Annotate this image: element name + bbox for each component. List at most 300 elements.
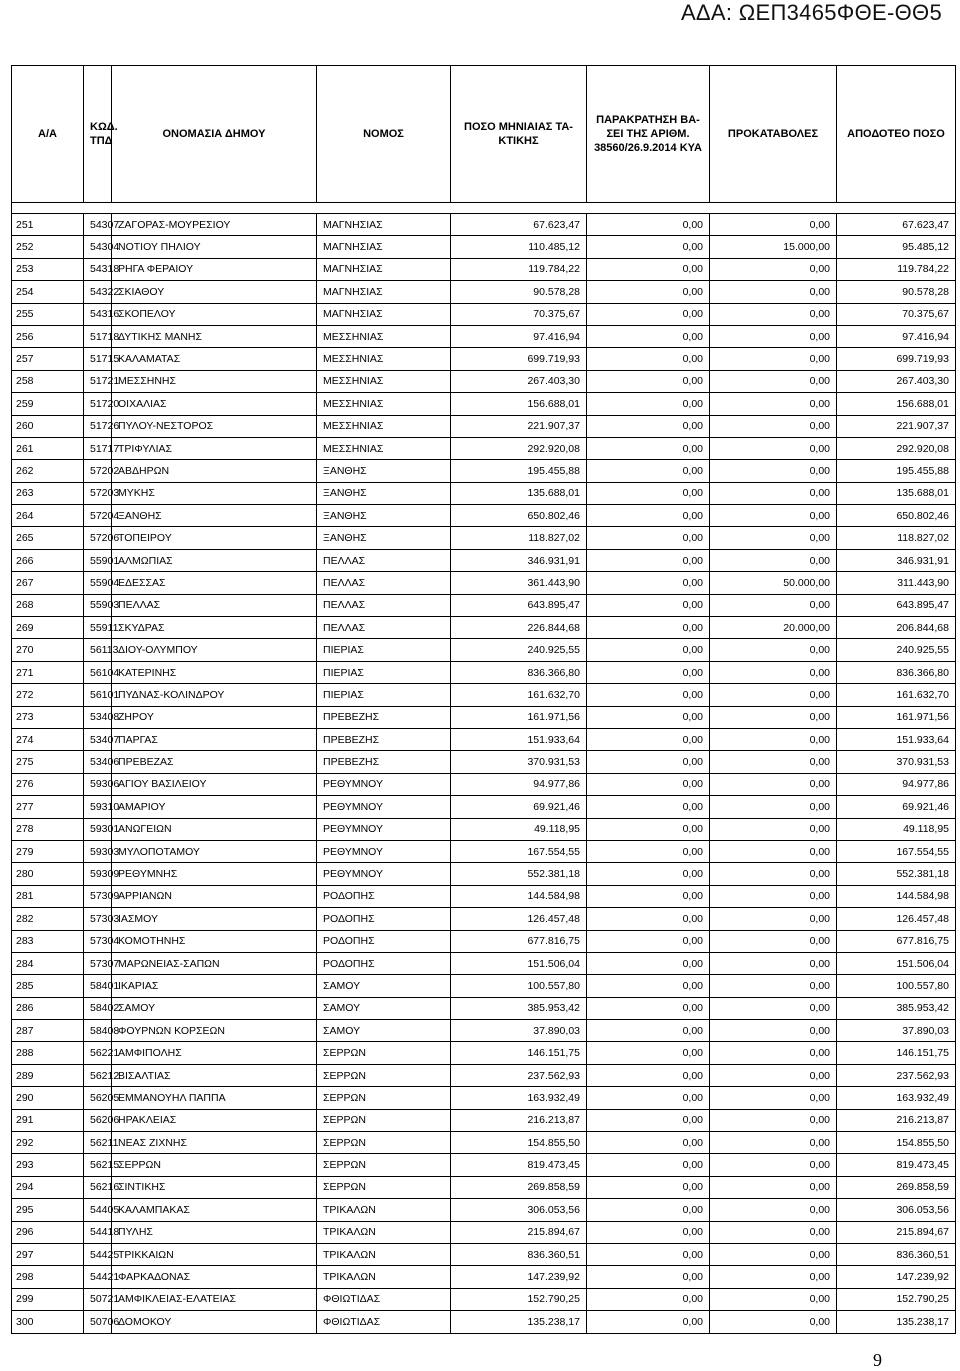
cell-code: 57204 bbox=[84, 505, 112, 527]
cell-aa: 255 bbox=[12, 303, 84, 325]
cell-prefecture: ΡΕΘΥΜΝΟΥ bbox=[317, 818, 451, 840]
cell-withholding: 0,00 bbox=[587, 214, 710, 236]
table-row bbox=[12, 863, 956, 885]
cell-payable-amount: 69.921,46 bbox=[837, 796, 956, 818]
cell-municipality: ΜΑΡΩΝΕΙΑΣ-ΣΑΠΩΝ bbox=[112, 952, 317, 974]
cell-monthly-amount: 100.557,80 bbox=[451, 975, 587, 997]
cell-payable-amount: 126.457,48 bbox=[837, 908, 956, 930]
cell-municipality: ΔΥΤΙΚΗΣ ΜΑΝΗΣ bbox=[112, 325, 317, 347]
cell-advances: 0,00 bbox=[710, 1109, 837, 1131]
cell-aa: 284 bbox=[12, 952, 84, 974]
cell-aa: 291 bbox=[12, 1109, 84, 1131]
cell-withholding: 0,00 bbox=[587, 796, 710, 818]
cell-code: 58408 bbox=[84, 1020, 112, 1042]
cell-monthly-amount: 292.920,08 bbox=[451, 437, 587, 459]
cell-advances: 0,00 bbox=[710, 840, 837, 862]
cell-monthly-amount: 154.855,50 bbox=[451, 1132, 587, 1154]
cell-municipality: ΙΚΑΡΙΑΣ bbox=[112, 975, 317, 997]
cell-aa: 283 bbox=[12, 930, 84, 952]
cell-aa: 280 bbox=[12, 863, 84, 885]
cell-aa: 264 bbox=[12, 505, 84, 527]
cell-code: 59310 bbox=[84, 796, 112, 818]
cell-municipality: ΦΑΡΚΑΔΟΝΑΣ bbox=[112, 1266, 317, 1288]
cell-payable-amount: 135.688,01 bbox=[837, 482, 956, 504]
cell-payable-amount: 306.053,56 bbox=[837, 1199, 956, 1221]
cell-municipality: ΑΝΩΓΕΙΩΝ bbox=[112, 818, 317, 840]
spacer-cell bbox=[12, 203, 956, 214]
cell-aa: 298 bbox=[12, 1266, 84, 1288]
cell-withholding: 0,00 bbox=[587, 594, 710, 616]
cell-prefecture: ΡΟΔΟΠΗΣ bbox=[317, 908, 451, 930]
cell-aa: 278 bbox=[12, 818, 84, 840]
table-row bbox=[12, 281, 956, 303]
cell-prefecture: ΡΕΘΥΜΝΟΥ bbox=[317, 840, 451, 862]
cell-advances: 0,00 bbox=[710, 952, 837, 974]
cell-municipality: ΑΒΔΗΡΩΝ bbox=[112, 460, 317, 482]
cell-code: 55911 bbox=[84, 617, 112, 639]
cell-payable-amount: 144.584,98 bbox=[837, 885, 956, 907]
cell-aa: 286 bbox=[12, 997, 84, 1019]
table-body bbox=[12, 203, 956, 1334]
cell-prefecture: ΠΡΕΒΕΖΗΣ bbox=[317, 751, 451, 773]
cell-municipality: ΗΡΑΚΛΕΙΑΣ bbox=[112, 1109, 317, 1131]
cell-payable-amount: 699.719,93 bbox=[837, 348, 956, 370]
cell-monthly-amount: 836.360,51 bbox=[451, 1243, 587, 1265]
cell-advances: 0,00 bbox=[710, 1221, 837, 1243]
cell-withholding: 0,00 bbox=[587, 348, 710, 370]
table-row bbox=[12, 1243, 956, 1265]
header-municipality: ΟΝΟΜΑΣΙΑ ΔΗΜΟΥ bbox=[112, 66, 317, 203]
cell-municipality: ΝΟΤΙΟΥ ΠΗΛΙΟΥ bbox=[112, 236, 317, 258]
cell-code: 54418 bbox=[84, 1221, 112, 1243]
cell-code: 50721 bbox=[84, 1288, 112, 1310]
cell-monthly-amount: 147.239,92 bbox=[451, 1266, 587, 1288]
cell-payable-amount: 97.416,94 bbox=[837, 325, 956, 347]
cell-prefecture: ΡΕΘΥΜΝΟΥ bbox=[317, 796, 451, 818]
cell-withholding: 0,00 bbox=[587, 1266, 710, 1288]
cell-municipality: ΤΟΠΕΙΡΟΥ bbox=[112, 527, 317, 549]
cell-aa: 257 bbox=[12, 348, 84, 370]
cell-payable-amount: 94.977,86 bbox=[837, 773, 956, 795]
cell-prefecture: ΣΕΡΡΩΝ bbox=[317, 1064, 451, 1086]
cell-advances: 0,00 bbox=[710, 661, 837, 683]
table-row bbox=[12, 1132, 956, 1154]
table-row bbox=[12, 1221, 956, 1243]
cell-municipality: ΑΜΑΡΙΟΥ bbox=[112, 796, 317, 818]
table-row bbox=[12, 661, 956, 683]
cell-code: 53408 bbox=[84, 706, 112, 728]
cell-municipality: ΦΟΥΡΝΩΝ ΚΟΡΣΕΩΝ bbox=[112, 1020, 317, 1042]
cell-payable-amount: 370.931,53 bbox=[837, 751, 956, 773]
cell-municipality: ΣΑΜΟΥ bbox=[112, 997, 317, 1019]
cell-advances: 0,00 bbox=[710, 706, 837, 728]
cell-payable-amount: 90.578,28 bbox=[837, 281, 956, 303]
cell-prefecture: ΣΕΡΡΩΝ bbox=[317, 1154, 451, 1176]
cell-aa: 269 bbox=[12, 617, 84, 639]
cell-municipality: ΤΡΙΚΚΑΙΩΝ bbox=[112, 1243, 317, 1265]
cell-withholding: 0,00 bbox=[587, 952, 710, 974]
cell-monthly-amount: 677.816,75 bbox=[451, 930, 587, 952]
cell-monthly-amount: 650.802,46 bbox=[451, 505, 587, 527]
cell-advances: 0,00 bbox=[710, 325, 837, 347]
cell-withholding: 0,00 bbox=[587, 728, 710, 750]
cell-code: 59303 bbox=[84, 840, 112, 862]
cell-monthly-amount: 70.375,67 bbox=[451, 303, 587, 325]
cell-aa: 270 bbox=[12, 639, 84, 661]
cell-withholding: 0,00 bbox=[587, 527, 710, 549]
cell-withholding: 0,00 bbox=[587, 617, 710, 639]
cell-aa: 275 bbox=[12, 751, 84, 773]
cell-withholding: 0,00 bbox=[587, 1311, 710, 1333]
cell-withholding: 0,00 bbox=[587, 840, 710, 862]
cell-prefecture: ΤΡΙΚΑΛΩΝ bbox=[317, 1266, 451, 1288]
cell-prefecture: ΤΡΙΚΑΛΩΝ bbox=[317, 1199, 451, 1221]
cell-code: 51726 bbox=[84, 415, 112, 437]
cell-aa: 266 bbox=[12, 549, 84, 571]
cell-payable-amount: 135.238,17 bbox=[837, 1311, 956, 1333]
cell-payable-amount: 237.562,93 bbox=[837, 1064, 956, 1086]
cell-municipality: ΚΑΤΕΡΙΝΗΣ bbox=[112, 661, 317, 683]
table-row bbox=[12, 1311, 956, 1333]
cell-aa: 259 bbox=[12, 393, 84, 415]
cell-municipality: ΑΓΙΟΥ ΒΑΣΙΛΕΙΟΥ bbox=[112, 773, 317, 795]
cell-payable-amount: 552.381,18 bbox=[837, 863, 956, 885]
table-row bbox=[12, 773, 956, 795]
header-prefecture: ΝΟΜΟΣ bbox=[317, 66, 451, 203]
cell-aa: 296 bbox=[12, 1221, 84, 1243]
cell-withholding: 0,00 bbox=[587, 1109, 710, 1131]
cell-advances: 0,00 bbox=[710, 214, 837, 236]
cell-monthly-amount: 94.977,86 bbox=[451, 773, 587, 795]
cell-prefecture: ΞΑΝΘΗΣ bbox=[317, 460, 451, 482]
cell-prefecture: ΡΕΘΥΜΝΟΥ bbox=[317, 773, 451, 795]
table-row bbox=[12, 617, 956, 639]
cell-monthly-amount: 167.554,55 bbox=[451, 840, 587, 862]
header-payable-amount: ΑΠΟΔΟΤΕΟ ΠΟΣΟ bbox=[837, 66, 956, 203]
cell-advances: 0,00 bbox=[710, 997, 837, 1019]
cell-payable-amount: 163.932,49 bbox=[837, 1087, 956, 1109]
cell-monthly-amount: 269.858,59 bbox=[451, 1176, 587, 1198]
cell-monthly-amount: 163.932,49 bbox=[451, 1087, 587, 1109]
cell-code: 54307 bbox=[84, 214, 112, 236]
cell-code: 50706 bbox=[84, 1311, 112, 1333]
cell-withholding: 0,00 bbox=[587, 1132, 710, 1154]
table-row bbox=[12, 1064, 956, 1086]
table-row bbox=[12, 325, 956, 347]
table-row bbox=[12, 908, 956, 930]
cell-monthly-amount: 195.455,88 bbox=[451, 460, 587, 482]
table-row bbox=[12, 639, 956, 661]
cell-monthly-amount: 49.118,95 bbox=[451, 818, 587, 840]
cell-monthly-amount: 221.907,37 bbox=[451, 415, 587, 437]
cell-code: 57304 bbox=[84, 930, 112, 952]
cell-prefecture: ΣΑΜΟΥ bbox=[317, 997, 451, 1019]
cell-advances: 0,00 bbox=[710, 930, 837, 952]
table-row bbox=[12, 437, 956, 459]
cell-aa: 277 bbox=[12, 796, 84, 818]
cell-monthly-amount: 226.844,68 bbox=[451, 617, 587, 639]
cell-monthly-amount: 161.632,70 bbox=[451, 684, 587, 706]
header-advances: ΠΡΟΚΑΤΑΒΟΛΕΣ bbox=[710, 66, 837, 203]
cell-advances: 0,00 bbox=[710, 773, 837, 795]
cell-payable-amount: 154.855,50 bbox=[837, 1132, 956, 1154]
cell-withholding: 0,00 bbox=[587, 393, 710, 415]
cell-prefecture: ΜΑΓΝΗΣΙΑΣ bbox=[317, 303, 451, 325]
cell-advances: 0,00 bbox=[710, 594, 837, 616]
cell-monthly-amount: 151.933,64 bbox=[451, 728, 587, 750]
cell-code: 51721 bbox=[84, 370, 112, 392]
cell-aa: 271 bbox=[12, 661, 84, 683]
cell-withholding: 0,00 bbox=[587, 1221, 710, 1243]
table-row bbox=[12, 1288, 956, 1310]
cell-monthly-amount: 135.688,01 bbox=[451, 482, 587, 504]
header-code: ΚΩΔ. ΤΠΔ bbox=[84, 66, 112, 203]
cell-payable-amount: 677.816,75 bbox=[837, 930, 956, 952]
table-row bbox=[12, 505, 956, 527]
table-row bbox=[12, 1042, 956, 1064]
cell-prefecture: ΠΕΛΛΑΣ bbox=[317, 549, 451, 571]
cell-municipality: ΔΟΜΟΚΟΥ bbox=[112, 1311, 317, 1333]
table-row bbox=[12, 415, 956, 437]
table-row bbox=[12, 370, 956, 392]
cell-prefecture: ΜΕΣΣΗΝΙΑΣ bbox=[317, 393, 451, 415]
cell-aa: 295 bbox=[12, 1199, 84, 1221]
cell-withholding: 0,00 bbox=[587, 863, 710, 885]
cell-monthly-amount: 126.457,48 bbox=[451, 908, 587, 930]
table-row bbox=[12, 258, 956, 280]
cell-prefecture: ΜΑΓΝΗΣΙΑΣ bbox=[317, 281, 451, 303]
header-spacer-row bbox=[12, 203, 956, 214]
cell-monthly-amount: 69.921,46 bbox=[451, 796, 587, 818]
cell-code: 51718 bbox=[84, 325, 112, 347]
cell-code: 55901 bbox=[84, 549, 112, 571]
cell-prefecture: ΣΕΡΡΩΝ bbox=[317, 1132, 451, 1154]
cell-prefecture: ΜΕΣΣΗΝΙΑΣ bbox=[317, 325, 451, 347]
cell-payable-amount: 195.455,88 bbox=[837, 460, 956, 482]
cell-municipality: ΖΗΡΟΥ bbox=[112, 706, 317, 728]
cell-withholding: 0,00 bbox=[587, 773, 710, 795]
table-row bbox=[12, 1020, 956, 1042]
cell-prefecture: ΡΕΘΥΜΝΟΥ bbox=[317, 863, 451, 885]
cell-advances: 0,00 bbox=[710, 460, 837, 482]
cell-code: 56101 bbox=[84, 684, 112, 706]
cell-advances: 0,00 bbox=[710, 796, 837, 818]
ada-stamp: ΑΔΑ: ΩΕΠ3465ΦΘΕ-ΘΘ5 bbox=[680, 0, 942, 25]
cell-monthly-amount: 836.366,80 bbox=[451, 661, 587, 683]
allocation-table bbox=[11, 65, 956, 1334]
cell-payable-amount: 119.784,22 bbox=[837, 258, 956, 280]
cell-payable-amount: 643.895,47 bbox=[837, 594, 956, 616]
cell-advances: 0,00 bbox=[710, 527, 837, 549]
cell-monthly-amount: 119.784,22 bbox=[451, 258, 587, 280]
cell-withholding: 0,00 bbox=[587, 1176, 710, 1198]
cell-prefecture: ΜΕΣΣΗΝΙΑΣ bbox=[317, 437, 451, 459]
cell-advances: 0,00 bbox=[710, 728, 837, 750]
cell-payable-amount: 221.907,37 bbox=[837, 415, 956, 437]
cell-aa: 290 bbox=[12, 1087, 84, 1109]
cell-code: 54304 bbox=[84, 236, 112, 258]
cell-withholding: 0,00 bbox=[587, 818, 710, 840]
cell-code: 54405 bbox=[84, 1199, 112, 1221]
cell-code: 56212 bbox=[84, 1064, 112, 1086]
cell-aa: 261 bbox=[12, 437, 84, 459]
cell-advances: 0,00 bbox=[710, 393, 837, 415]
cell-prefecture: ΜΕΣΣΗΝΙΑΣ bbox=[317, 348, 451, 370]
cell-code: 51720 bbox=[84, 393, 112, 415]
cell-advances: 0,00 bbox=[710, 639, 837, 661]
cell-advances: 0,00 bbox=[710, 1042, 837, 1064]
table-row bbox=[12, 885, 956, 907]
cell-municipality: ΙΑΣΜΟΥ bbox=[112, 908, 317, 930]
cell-code: 57309 bbox=[84, 885, 112, 907]
cell-advances: 0,00 bbox=[710, 684, 837, 706]
cell-code: 58402 bbox=[84, 997, 112, 1019]
cell-aa: 288 bbox=[12, 1042, 84, 1064]
cell-code: 57303 bbox=[84, 908, 112, 930]
cell-monthly-amount: 215.894,67 bbox=[451, 1221, 587, 1243]
cell-advances: 0,00 bbox=[710, 818, 837, 840]
cell-advances: 0,00 bbox=[710, 1087, 837, 1109]
cell-payable-amount: 292.920,08 bbox=[837, 437, 956, 459]
table-row bbox=[12, 1199, 956, 1221]
cell-withholding: 0,00 bbox=[587, 236, 710, 258]
cell-municipality: ΠΕΛΛΑΣ bbox=[112, 594, 317, 616]
cell-code: 53407 bbox=[84, 728, 112, 750]
cell-advances: 15.000,00 bbox=[710, 236, 837, 258]
cell-withholding: 0,00 bbox=[587, 684, 710, 706]
cell-aa: 263 bbox=[12, 482, 84, 504]
cell-prefecture: ΣΕΡΡΩΝ bbox=[317, 1042, 451, 1064]
cell-prefecture: ΜΑΓΝΗΣΙΑΣ bbox=[317, 236, 451, 258]
cell-monthly-amount: 97.416,94 bbox=[451, 325, 587, 347]
cell-payable-amount: 240.925,55 bbox=[837, 639, 956, 661]
cell-advances: 0,00 bbox=[710, 1311, 837, 1333]
cell-prefecture: ΜΑΓΝΗΣΙΑΣ bbox=[317, 214, 451, 236]
cell-aa: 293 bbox=[12, 1154, 84, 1176]
cell-withholding: 0,00 bbox=[587, 885, 710, 907]
cell-advances: 0,00 bbox=[710, 303, 837, 325]
cell-advances: 0,00 bbox=[710, 281, 837, 303]
cell-code: 54425 bbox=[84, 1243, 112, 1265]
cell-payable-amount: 118.827,02 bbox=[837, 527, 956, 549]
cell-code: 57206 bbox=[84, 527, 112, 549]
table-row bbox=[12, 952, 956, 974]
cell-prefecture: ΠΕΛΛΑΣ bbox=[317, 617, 451, 639]
cell-withholding: 0,00 bbox=[587, 975, 710, 997]
cell-code: 55904 bbox=[84, 572, 112, 594]
cell-advances: 0,00 bbox=[710, 1154, 837, 1176]
cell-municipality: ΤΡΙΦΥΛΙΑΣ bbox=[112, 437, 317, 459]
cell-aa: 252 bbox=[12, 236, 84, 258]
cell-monthly-amount: 819.473,45 bbox=[451, 1154, 587, 1176]
cell-advances: 0,00 bbox=[710, 1132, 837, 1154]
cell-aa: 279 bbox=[12, 840, 84, 862]
cell-advances: 0,00 bbox=[710, 885, 837, 907]
cell-advances: 0,00 bbox=[710, 370, 837, 392]
cell-monthly-amount: 144.584,98 bbox=[451, 885, 587, 907]
cell-withholding: 0,00 bbox=[587, 1020, 710, 1042]
cell-advances: 0,00 bbox=[710, 549, 837, 571]
cell-municipality: ΖΑΓΟΡΑΣ-ΜΟΥΡΕΣΙΟΥ bbox=[112, 214, 317, 236]
cell-code: 55903 bbox=[84, 594, 112, 616]
cell-payable-amount: 95.485,12 bbox=[837, 236, 956, 258]
cell-code: 51715 bbox=[84, 348, 112, 370]
cell-monthly-amount: 152.790,25 bbox=[451, 1288, 587, 1310]
cell-prefecture: ΠΡΕΒΕΖΗΣ bbox=[317, 706, 451, 728]
cell-municipality: ΑΜΦΙΚΛΕΙΑΣ-ΕΛΑΤΕΙΑΣ bbox=[112, 1288, 317, 1310]
page-number: 9 bbox=[873, 1350, 882, 1370]
cell-municipality: ΑΛΜΩΠΙΑΣ bbox=[112, 549, 317, 571]
cell-prefecture: ΤΡΙΚΑΛΩΝ bbox=[317, 1221, 451, 1243]
cell-payable-amount: 37.890,03 bbox=[837, 1020, 956, 1042]
cell-prefecture: ΠΙΕΡΙΑΣ bbox=[317, 684, 451, 706]
cell-payable-amount: 67.623,47 bbox=[837, 214, 956, 236]
cell-municipality: ΣΕΡΡΩΝ bbox=[112, 1154, 317, 1176]
cell-monthly-amount: 216.213,87 bbox=[451, 1109, 587, 1131]
cell-withholding: 0,00 bbox=[587, 751, 710, 773]
cell-advances: 0,00 bbox=[710, 908, 837, 930]
cell-municipality: ΠΥΛΟΥ-ΝΕΣΤΟΡΟΣ bbox=[112, 415, 317, 437]
cell-municipality: ΚΑΛΑΜΠΑΚΑΣ bbox=[112, 1199, 317, 1221]
cell-code: 56206 bbox=[84, 1109, 112, 1131]
cell-advances: 0,00 bbox=[710, 1288, 837, 1310]
cell-municipality: ΣΙΝΤΙΚΗΣ bbox=[112, 1176, 317, 1198]
cell-municipality: ΕΜΜΑΝΟΥΗΛ ΠΑΠΠΑ bbox=[112, 1087, 317, 1109]
cell-withholding: 0,00 bbox=[587, 1042, 710, 1064]
cell-aa: 287 bbox=[12, 1020, 84, 1042]
cell-prefecture: ΦΘΙΩΤΙΔΑΣ bbox=[317, 1288, 451, 1310]
table-row bbox=[12, 1109, 956, 1131]
cell-code: 58401 bbox=[84, 975, 112, 997]
cell-code: 53406 bbox=[84, 751, 112, 773]
cell-withholding: 0,00 bbox=[587, 572, 710, 594]
cell-aa: 297 bbox=[12, 1243, 84, 1265]
cell-code: 57203 bbox=[84, 482, 112, 504]
cell-prefecture: ΜΑΓΝΗΣΙΑΣ bbox=[317, 258, 451, 280]
cell-municipality: ΠΡΕΒΕΖΑΣ bbox=[112, 751, 317, 773]
cell-municipality: ΚΟΜΟΤΗΝΗΣ bbox=[112, 930, 317, 952]
cell-withholding: 0,00 bbox=[587, 303, 710, 325]
table-row bbox=[12, 1087, 956, 1109]
cell-monthly-amount: 118.827,02 bbox=[451, 527, 587, 549]
cell-advances: 0,00 bbox=[710, 437, 837, 459]
table-row bbox=[12, 527, 956, 549]
table-row bbox=[12, 594, 956, 616]
cell-payable-amount: 151.933,64 bbox=[837, 728, 956, 750]
cell-payable-amount: 147.239,92 bbox=[837, 1266, 956, 1288]
cell-monthly-amount: 135.238,17 bbox=[451, 1311, 587, 1333]
cell-advances: 0,00 bbox=[710, 482, 837, 504]
cell-advances: 0,00 bbox=[710, 1176, 837, 1198]
cell-withholding: 0,00 bbox=[587, 482, 710, 504]
cell-municipality: ΜΥΚΗΣ bbox=[112, 482, 317, 504]
cell-payable-amount: 161.632,70 bbox=[837, 684, 956, 706]
cell-municipality: ΚΑΛΑΜΑΤΑΣ bbox=[112, 348, 317, 370]
cell-monthly-amount: 346.931,91 bbox=[451, 549, 587, 571]
cell-monthly-amount: 361.443,90 bbox=[451, 572, 587, 594]
cell-code: 54318 bbox=[84, 258, 112, 280]
cell-payable-amount: 146.151,75 bbox=[837, 1042, 956, 1064]
cell-aa: 254 bbox=[12, 281, 84, 303]
cell-code: 56205 bbox=[84, 1087, 112, 1109]
table-header-row bbox=[12, 66, 956, 203]
cell-municipality: ΡΗΓΑ ΦΕΡΑΙΟΥ bbox=[112, 258, 317, 280]
cell-payable-amount: 156.688,01 bbox=[837, 393, 956, 415]
cell-municipality: ΝΕΑΣ ΖΙΧΝΗΣ bbox=[112, 1132, 317, 1154]
cell-code: 54421 bbox=[84, 1266, 112, 1288]
cell-payable-amount: 161.971,56 bbox=[837, 706, 956, 728]
header-monthly-amount: ΠΟΣΟ ΜΗΝΙΑΙΑΣ ΤΑ-ΚΤΙΚΗΣ bbox=[451, 66, 587, 203]
